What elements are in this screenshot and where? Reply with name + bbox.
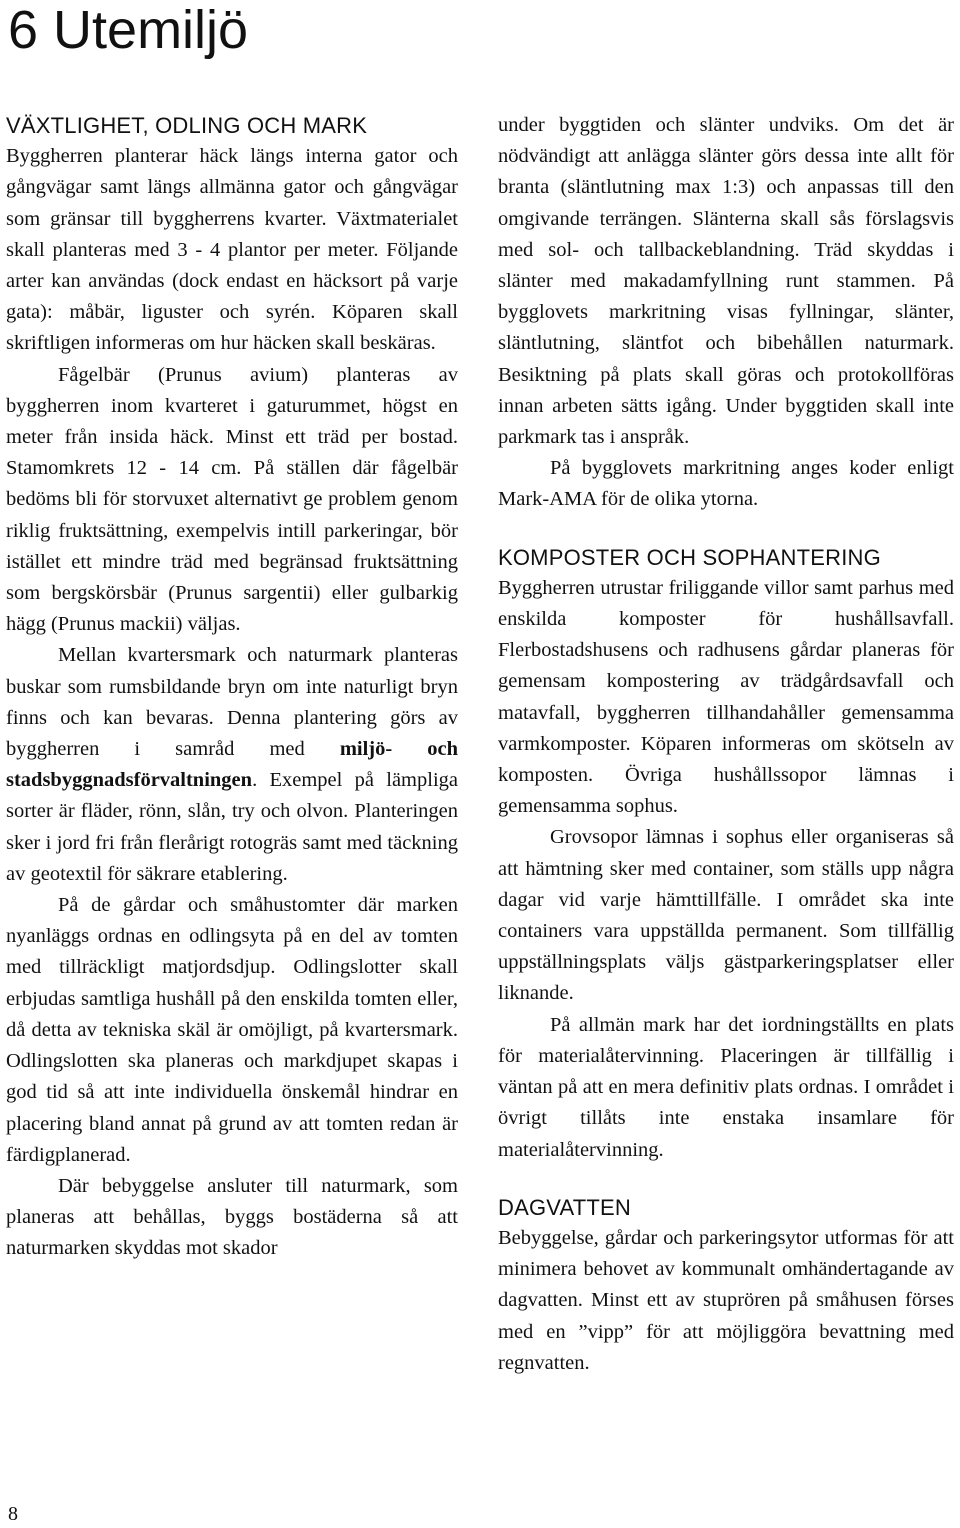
section-heading-komposter: KOMPOSTER OCH SOPHANTERING — [498, 544, 881, 570]
page-number: 8 — [8, 1503, 18, 1525]
paragraph: Bebyggelse, gårdar och parkeringsytor utformas för att minimera behovet av kommunalt omhändertagande av dagvatten. Minst ett av stuprören på småhusen förses med en ”vipp” för att möjliggöra bevattning med regnvatten. — [498, 1226, 954, 1374]
paragraph: På bygglovets markritning anges koder enligt Mark-AMA för de olika ytorna. — [498, 457, 954, 511]
paragraph: Byggherren utrustar friliggande villor samt parhus med enskilda komposter för hushållsavfall. Flerbostadshusens och radhusens gårdar planeras för gemensam kompostering av trädgårdsavfall och matavfall, byggherren tillhandahåller gemensamma varmkomposter. Köparen informeras om skötseln av komposten. Övriga hushållssopor lämnas i gemensamma sophus. — [498, 576, 954, 818]
section-heading-dagvatten: DAGVATTEN — [498, 1194, 631, 1220]
paragraph-text: . Exempel på lämpliga sorter är fläder, rönn, slån, try och olvon. Planteringen sker i jord fri från flerårigt rotogräs samt med täckning av geotextil för säkrare etablering. — [6, 769, 458, 885]
bold-office-name: miljö- och stadsbyggnadsförvaltningen — [6, 738, 458, 792]
paragraph: under byggtiden och slänter undviks. Om det är nödvändigt att anlägga slänter görs dessa inte allt för branta (släntlutning max 1:3) och anpassas till den omgivande terrängen. Slänterna skall sås förslagsvis med sol- och tallbackeblandning. Träd skyddas i slänter med makadamfyllning runt stammen. På bygglovets markritning visas fyllningar, slänter, släntlutning, släntfot och bibehållen naturmark. Besiktning på plats skall göras och protokollföras innan arbeten sätts igång. Under byggtiden skall inte parkmark tas i anspråk. — [498, 114, 954, 449]
paragraph: Byggherren planterar häck längs interna gator och gångvägar samt längs allmänna gator och gångvägar som gränsar till byggherrens kvarter. Växtmaterialet skall planteras med 3 - 4 plantor per meter. Följande arter kan användas (dock endast en häcksort på varje gata): måbär, liguster och syrén. Köparen skall skriftligen informeras om hur häcken skall beskäras. — [6, 145, 458, 355]
paragraph: Grovsopor lämnas i sophus eller organiseras så att hämtning sker med container, som ställs upp några dagar vid varje hämttillfälle. I området ska inte containers vara uppställda permanent. Som tillfällig uppställningsplats väljs gästparkeringsplatser eller liknande. — [498, 826, 954, 1005]
section-heading-vaxtlighet: VÄXTLIGHET, ODLING OCH MARK — [6, 113, 368, 138]
paragraph: Där bebyggelse ansluter till naturmark, som planeras att behållas, byggs bostäderna så att naturmarken skyddas mot skador — [6, 1174, 458, 1260]
chapter-title: 6 Utemiljö — [8, 0, 249, 60]
paragraph: På de gårdar och småhustomter där marken nyanläggs ordnas en odlingsyta på en del av tomten med tillräckligt matjordsdjup. Odlingslotter skall erbjudas samtliga hushåll på den enskilda tomten eller, då detta av tekniska skäl är omöjligt, på kvartersmark. Odlingslotten ska planeras och markdjupet skapas i god tid så att inte individuella önskemål hindrar en placering bland annat på grund av att tomten redan är färdigplanerad. — [6, 894, 458, 1166]
paragraph-text: Mellan kvartersmark och naturmark planteras buskar som rumsbildande bryn om inte naturligt bryn finns och kan bevaras. Denna plantering görs av byggherren i samråd med — [6, 644, 458, 761]
left-column — [6, 110, 458, 1265]
paragraph — [6, 640, 458, 890]
right-column — [498, 110, 954, 1379]
paragraph: På allmän mark har det iordningställts en plats för materialåtervinning. Placeringen är tillfällig i väntan på att en mera definitiv plats ordnas. I området i övrigt tillåts inte enstaka insamlare för materialåtervinning. — [498, 1013, 954, 1161]
paragraph: Fågelbär (Prunus avium) planteras av byggherren inom kvarteret i gaturummet, högst en meter från insida häck. Minst ett träd per bostad. Stamomkrets 12 - 14 cm. På ställen där fågelbär bedöms bli för storvuxet alternativt ge problem genom riklig fruktsättning, exempelvis intill parkeringar, bör istället ett mindre träd med begränsad fruktsättning som bergskörsbär (Prunus sargentii) eller gulbarkig hägg (Prunus mackii) väljas. — [6, 363, 458, 636]
